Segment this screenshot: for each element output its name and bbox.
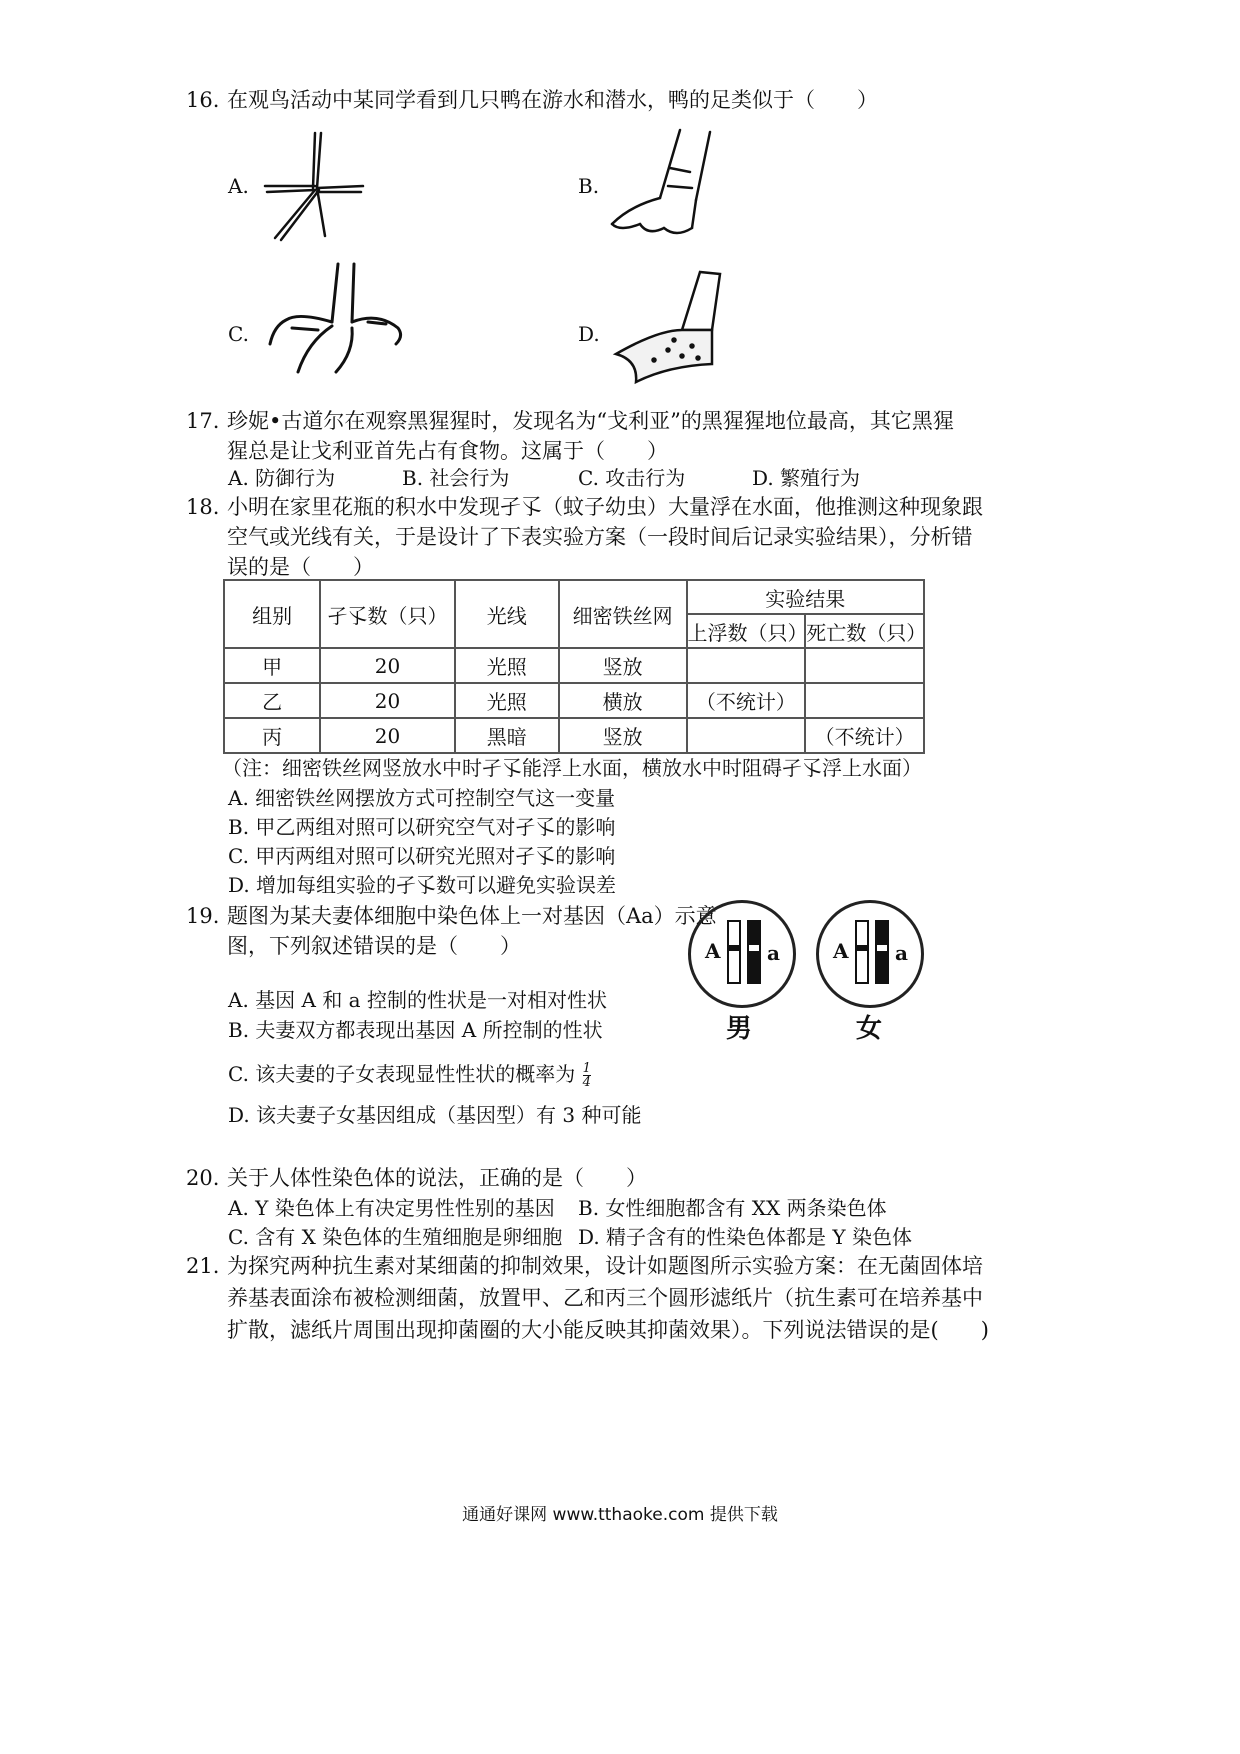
option-a: A. Y 染色体上有决定男性性别的基因: [228, 1196, 555, 1220]
option-b-label: B.: [578, 174, 600, 198]
cell-float: （不统计）: [687, 683, 806, 718]
question-19: [186, 900, 717, 966]
experiment-table: [223, 579, 925, 754]
cell-mesh: 横放: [559, 683, 687, 718]
question-text: 在观鸟活动中某同学看到几只鸭在游水和潜水，鸭的足类似于（ ）: [227, 88, 878, 112]
header-dead: 死亡数（只）: [805, 614, 924, 648]
webbed-foot-icon: [608, 270, 728, 390]
question-number: 20.: [186, 1166, 220, 1190]
option-d: D. 增加每组实验的孑孓数可以避免实验误差: [228, 873, 617, 897]
cell-light: 黑暗: [455, 718, 559, 753]
cell-light: 光照: [455, 648, 559, 683]
table-note: （注：细密铁丝网竖放水中时孑孓能浮上水面，横放水中时阻碍孑孓浮上水面）: [222, 756, 922, 780]
question-text: 关于人体性染色体的说法，正确的是（ ）: [227, 1166, 647, 1190]
question-17: [186, 405, 1186, 471]
header-mesh: 细密铁丝网: [559, 580, 687, 648]
option-a-label: A.: [228, 174, 249, 198]
option-c: C. 甲丙两组对照可以研究光照对孑孓的影响: [228, 844, 616, 868]
option-c: C. 含有 X 染色体的生殖细胞是卵细胞: [228, 1225, 563, 1249]
question-text-line-3: 扩散，滤纸片周围出现抑菌圈的大小能反映其抑菌效果）。下列说法错误的是( ): [227, 1318, 989, 1342]
cell-float: [687, 718, 806, 753]
allele-big-label: A: [833, 939, 849, 963]
allele-small-label: a: [895, 941, 908, 965]
chromosome-a-small: [875, 920, 889, 984]
male-cell: [688, 900, 796, 1008]
question-21: [186, 1250, 1186, 1350]
cell-light: 光照: [455, 683, 559, 718]
question-number: 18.: [186, 495, 220, 519]
cell-dead: [805, 683, 924, 718]
scratching-foot-icon: [600, 128, 720, 248]
question-text-line-1: 小明在家里花瓶的积水中发现孑孓（蚊子幼虫）大量浮在水面，他推测这种现象跟: [227, 495, 983, 519]
question-number: 17.: [186, 409, 220, 433]
table-row: [224, 718, 924, 753]
option-b: B. 社会行为: [402, 466, 510, 490]
question-text-line-1: 珍妮•古道尔在观察黑猩猩时，发现名为“戈利亚”的黑猩猩地位最高，其它黑猩: [227, 409, 954, 433]
cell-count: 20: [320, 648, 454, 683]
option-c: [228, 1058, 591, 1090]
option-c-text: C. 该夫妻的子女表现显性性状的概率为: [228, 1062, 576, 1086]
raptor-talon-icon: [258, 262, 408, 382]
header-result: 实验结果: [687, 580, 925, 614]
cell-group: 乙: [224, 683, 320, 718]
question-18: [186, 491, 1186, 587]
allele-small-label: a: [767, 941, 780, 965]
female-cell: [816, 900, 924, 1008]
cell-dead: （不统计）: [805, 718, 924, 753]
cell-mesh: 竖放: [559, 648, 687, 683]
page-footer: 通通好课网 www.tthaoke.com 提供下载: [462, 1505, 778, 1525]
fraction: [583, 1062, 591, 1089]
chromosome-a-big: [855, 920, 869, 984]
option-a: A. 基因 A 和 a 控制的性状是一对相对性状: [228, 988, 607, 1012]
question-text-line-1: 为探究两种抗生素对某细菌的抑制效果，设计如题图所示实验方案：在无菌固体培: [227, 1254, 983, 1278]
table-row: [224, 683, 924, 718]
thin-perching-foot-icon: [255, 128, 375, 248]
option-a: A. 细密铁丝网摆放方式可控制空气这一变量: [228, 786, 616, 810]
question-text-line-1: 题图为某夫妻体细胞中染色体上一对基因（Aa）示意: [227, 904, 717, 928]
chromosome-a-big: [727, 920, 741, 984]
cell-count: 20: [320, 718, 454, 753]
option-c: C. 攻击行为: [578, 466, 686, 490]
male-label: 男: [726, 1014, 753, 1044]
option-d: D. 繁殖行为: [752, 466, 861, 490]
header-group: 组别: [224, 580, 320, 648]
fraction-denominator: 4: [582, 1075, 591, 1090]
option-b: B. 女性细胞都含有 XX 两条染色体: [578, 1196, 887, 1220]
option-a: A. 防御行为: [228, 466, 336, 490]
cell-dead: [805, 648, 924, 683]
question-number: 19.: [186, 904, 220, 928]
allele-big-label: A: [705, 939, 721, 963]
cell-count: 20: [320, 683, 454, 718]
question-text-line-2: 空气或光线有关，于是设计了下表实验方案（一段时间后记录实验结果），分析错: [227, 525, 973, 549]
cell-group: 丙: [224, 718, 320, 753]
header-float: 上浮数（只）: [687, 614, 806, 648]
option-d-label: D.: [578, 322, 600, 346]
chromosome-figure: [686, 898, 940, 1048]
cell-float: [687, 648, 806, 683]
option-c-label: C.: [228, 322, 249, 346]
table-row: [224, 648, 924, 683]
question-text-line-2: 猩总是让戈利亚首先占有食物。这属于（ ）: [227, 439, 668, 463]
header-light: 光线: [455, 580, 559, 648]
question-text-line-3: 误的是（ ）: [227, 555, 374, 579]
option-b: B. 夫妻双方都表现出基因 A 所控制的性状: [228, 1018, 603, 1042]
option-d: D. 精子含有的性染色体都是 Y 染色体: [578, 1225, 912, 1249]
female-label: 女: [856, 1014, 883, 1044]
cell-mesh: 竖放: [559, 718, 687, 753]
question-number: 21.: [186, 1254, 220, 1278]
fraction-numerator: 1: [582, 1061, 591, 1076]
chromosome-a-small: [747, 920, 761, 984]
question-text-line-2: 养基表面涂布被检测细菌，放置甲、乙和丙三个圆形滤纸片（抗生素可在培养基中: [227, 1286, 983, 1310]
header-count: 孑孓数（只）: [320, 580, 454, 648]
question-text-line-2: 图，下列叙述错误的是（ ）: [227, 934, 521, 958]
question-number: 16.: [186, 88, 220, 112]
cell-group: 甲: [224, 648, 320, 683]
option-d: D. 该夫妻子女基因组成（基因型）有 3 种可能: [228, 1103, 642, 1127]
option-b: B. 甲乙两组对照可以研究空气对孑孓的影响: [228, 815, 616, 839]
